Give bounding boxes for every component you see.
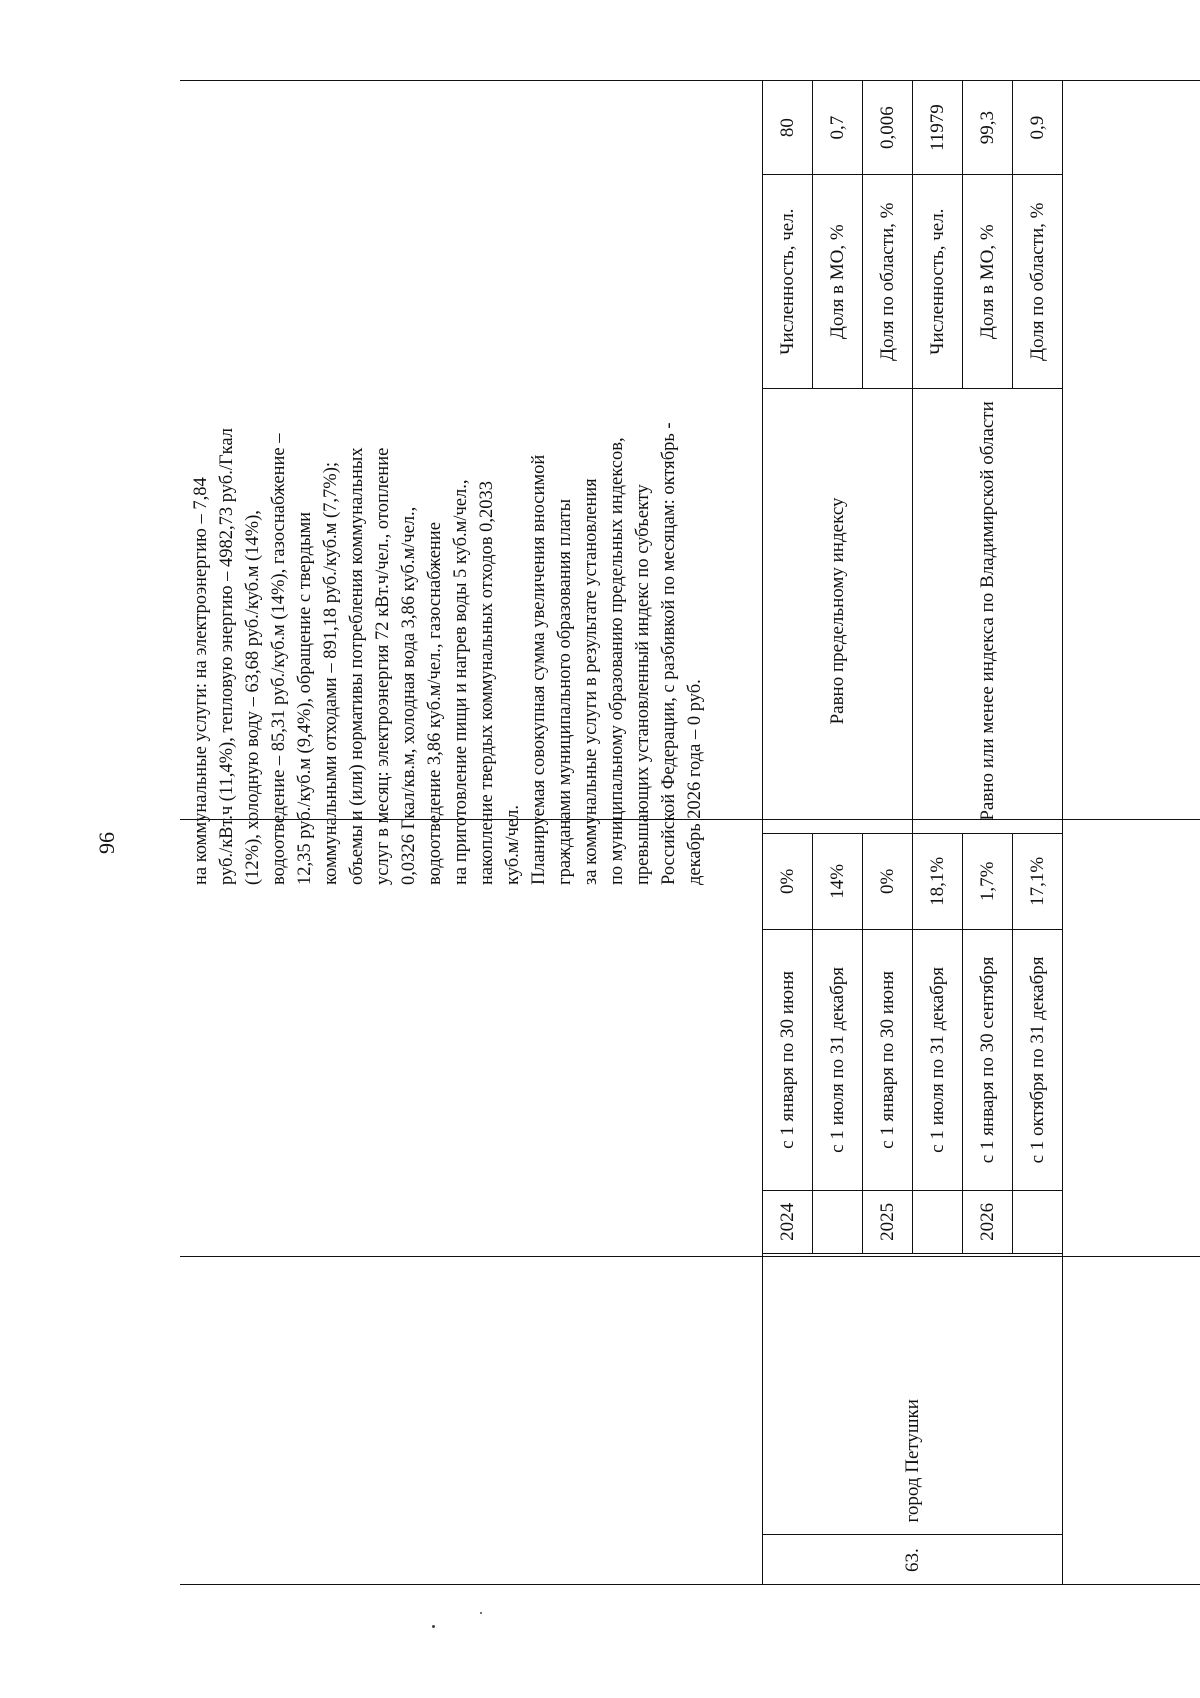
value-cell: 80	[763, 81, 813, 175]
year-cell: 2025	[863, 1190, 913, 1253]
row-number: 63.	[763, 1535, 1063, 1585]
percent-cell: 18,1%	[913, 833, 963, 929]
metric-cell: Численность, чел.	[913, 175, 963, 389]
year-cell	[1013, 1190, 1063, 1253]
description-line: декабрь 2026 года – 0 руб.	[685, 679, 705, 885]
description-line: на коммунальные услуги: на электроэнергию – 7,84	[191, 477, 211, 885]
description-line: на приготовление пищи и нагрев воды 5 куб.м/чел.,	[451, 479, 471, 885]
description-line: за коммунальные услуги в результате установления	[581, 478, 601, 885]
description-line: превышающих установленный индекс по субъекту	[633, 484, 653, 885]
percent-cell: 0%	[863, 833, 913, 929]
description-line: 0,0326 Гкал/кв.м, холодная вода 3,86 куб.м/чел.,	[399, 506, 419, 885]
description-line: Российской Федерации, с разбивкой по месяцам: октябрь -	[659, 422, 679, 885]
metric-cell: Численность, чел.	[763, 175, 813, 389]
description-line: гражданами муниципального образования платы	[555, 498, 575, 885]
metric-cell: Доля по области, %	[1013, 175, 1063, 389]
category-cell: Равно предельному индексу	[763, 389, 913, 833]
description-line: 12,35 руб./куб.м (9,4%), обращение с твердыми	[295, 511, 315, 885]
value-cell: 0,006	[863, 81, 913, 175]
tariff-description	[188, 105, 708, 885]
metric-cell: Доля в МО, %	[963, 175, 1013, 389]
value-cell: 11979	[913, 81, 963, 175]
period-cell: с 1 января по 30 июня	[863, 929, 913, 1190]
description-line: куб.м/чел.	[503, 805, 523, 885]
percent-cell: 17,1%	[1013, 833, 1063, 929]
category-cell: Равно или менее индекса по Владимирской области	[913, 389, 1063, 833]
value-cell: 0,9	[1013, 81, 1063, 175]
description-line: услуг в месяц: электроэнергия 72 кВт.ч/чел., отопление	[373, 447, 393, 885]
table-row	[763, 81, 813, 1585]
municipality-name: город Петушки	[763, 1253, 1063, 1535]
percent-cell: 0%	[763, 833, 813, 929]
description-line: накопление твердых коммунальных отходов 0,2033	[477, 480, 497, 885]
year-cell: 2024	[763, 1190, 813, 1253]
period-cell: с 1 января по 30 июня	[763, 929, 813, 1190]
year-cell	[913, 1190, 963, 1253]
description-line: водоотведение 3,86 куб.м/чел., газоснабжение	[425, 522, 445, 885]
description-line: объемы и (или) нормативы потребления коммунальных	[347, 447, 367, 885]
index-table	[762, 80, 1063, 1585]
period-cell: с 1 октября по 31 декабря	[1013, 929, 1063, 1190]
description-line: руб./кВт.ч (11,4%), тепловую энергию – 4982,73 руб./Гкал	[217, 428, 237, 885]
description-line: коммунальными отходами – 891,18 руб./куб.м (7,7%);	[321, 462, 341, 885]
description-line: Планируемая совокупная сумма увеличения вносимой	[529, 454, 549, 885]
rotated-table-sheet	[180, 80, 1200, 1585]
description-line: водоотведение – 85,31 руб./куб.м (14%), газоснабжение –	[269, 433, 289, 885]
scan-speck	[432, 1625, 435, 1628]
scan-speck	[480, 1612, 482, 1614]
metric-cell: Доля по области, %	[863, 175, 913, 389]
value-cell: 99,3	[963, 81, 1013, 175]
percent-cell: 14%	[813, 833, 863, 929]
period-cell: с 1 июля по 31 декабря	[813, 929, 863, 1190]
period-cell: с 1 июля по 31 декабря	[913, 929, 963, 1190]
description-line: (12%), холодную воду – 63,68 руб./куб.м (14%),	[243, 510, 263, 885]
metric-cell: Доля в МО, %	[813, 175, 863, 389]
year-cell	[813, 1190, 863, 1253]
value-cell: 0,7	[813, 81, 863, 175]
year-cell: 2026	[963, 1190, 1013, 1253]
description-line: по муниципальному образованию предельных индексов,	[607, 437, 627, 885]
percent-cell: 1,7%	[963, 833, 1013, 929]
page-number: 96	[94, 832, 119, 854]
period-cell: с 1 января по 30 сентября	[963, 929, 1013, 1190]
